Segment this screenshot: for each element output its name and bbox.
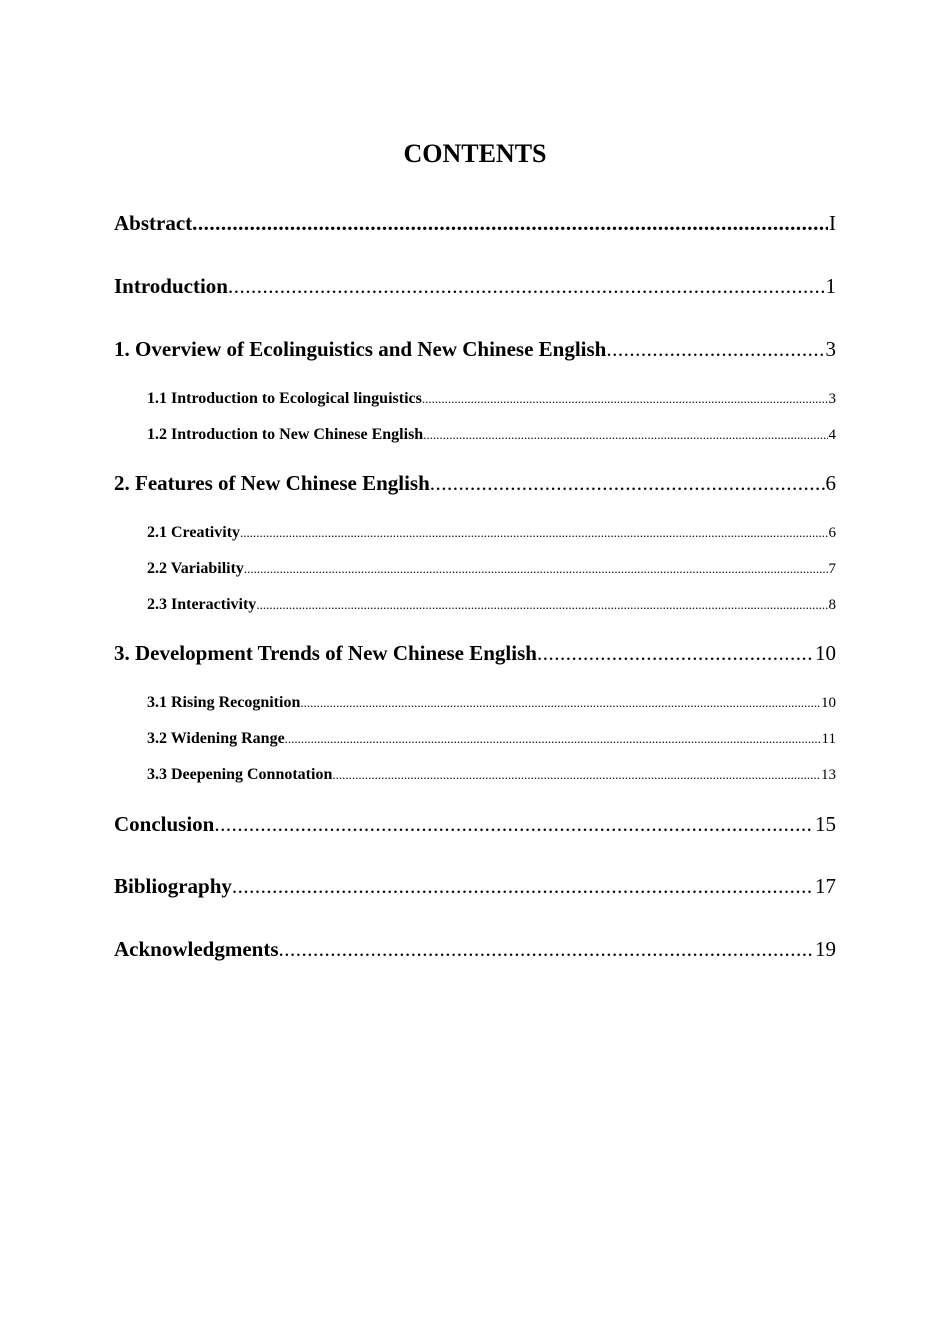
toc-page-number: 4 [828,427,836,443]
toc-entry-label: 1. Overview of Ecolinguistics and New Chinese English [114,337,607,361]
dot-leader [214,811,814,837]
toc-entry-abstract[interactable] [114,210,836,236]
toc-entry-section-3-3[interactable] [147,765,836,785]
toc-entry-label: 2.3 Interactivity [147,596,257,613]
toc-entry-section-3-2[interactable] [147,729,836,749]
dot-leader [332,765,820,785]
dot-leader [244,559,828,579]
toc-page-number: 10 [821,695,836,711]
toc-entry-label: 2.2 Variability [147,560,244,577]
dot-leader [232,873,814,899]
dot-leader [422,389,828,409]
toc-page-number: 10 [815,641,836,665]
dot-leader [192,210,828,236]
toc-page-number: 6 [828,525,836,541]
toc-entry-label: 3.2 Widening Range [147,730,285,747]
toc-entry-label: 3. Development Trends of New Chinese English [114,641,537,665]
toc-page-number: 8 [828,597,836,613]
toc-page-number: 6 [825,471,836,495]
toc-entry-chapter-1[interactable] [114,336,836,362]
toc-page-number: 1 [825,274,836,298]
toc-entry-label: 1.2 Introduction to New Chinese English [147,426,424,443]
toc-entry-label: Abstract [114,211,193,235]
toc-entry-section-2-3[interactable] [147,595,836,615]
dot-leader [285,729,821,749]
dot-leader [240,523,827,543]
toc-page-number: 17 [815,874,836,898]
toc-entry-label: Introduction [114,274,228,298]
toc-entry-label: Conclusion [114,812,215,836]
toc-page-number: 7 [828,561,836,577]
toc-entry-label: 2.1 Creativity [147,524,241,541]
dot-leader [228,273,825,299]
toc-entry-conclusion[interactable] [114,811,836,837]
toc-entry-label: Acknowledgments [114,937,279,961]
toc-entry-chapter-2[interactable] [114,470,836,496]
toc-page-number: I [829,211,836,235]
toc-page-number: 11 [821,731,836,747]
dot-leader [430,470,825,496]
toc-entry-section-1-2[interactable] [147,425,836,445]
page-title: CONTENTS [403,139,547,168]
toc-entry-section-2-1[interactable] [147,523,836,543]
dot-leader [423,425,827,445]
toc-entry-label: 1.1 Introduction to Ecological linguistics [147,390,422,407]
dot-leader [256,595,827,615]
toc-entry-section-1-1[interactable] [147,389,836,409]
toc-page-number: 19 [815,937,836,961]
dot-leader [300,693,820,713]
toc-entry-section-3-1[interactable] [147,693,836,713]
toc-entry-introduction[interactable] [114,273,836,299]
toc-page-number: 3 [828,391,836,407]
toc-entry-label: 3.3 Deepening Connotation [147,766,333,783]
toc-entry-section-2-2[interactable] [147,559,836,579]
toc-entry-bibliography[interactable] [114,873,836,899]
toc-page-number: 15 [815,812,836,836]
toc-entry-acknowledgments[interactable] [114,936,836,962]
dot-leader [279,936,814,962]
toc-entry-label: Bibliography [114,874,232,898]
toc-page-number: 13 [821,767,836,783]
toc-page-number: 3 [825,337,836,361]
dot-leader [537,640,814,666]
toc-entry-label: 3.1 Rising Recognition [147,694,301,711]
toc-entry-label: 2. Features of New Chinese English [114,471,430,495]
toc-entry-chapter-3[interactable] [114,640,836,666]
dot-leader [606,336,824,362]
